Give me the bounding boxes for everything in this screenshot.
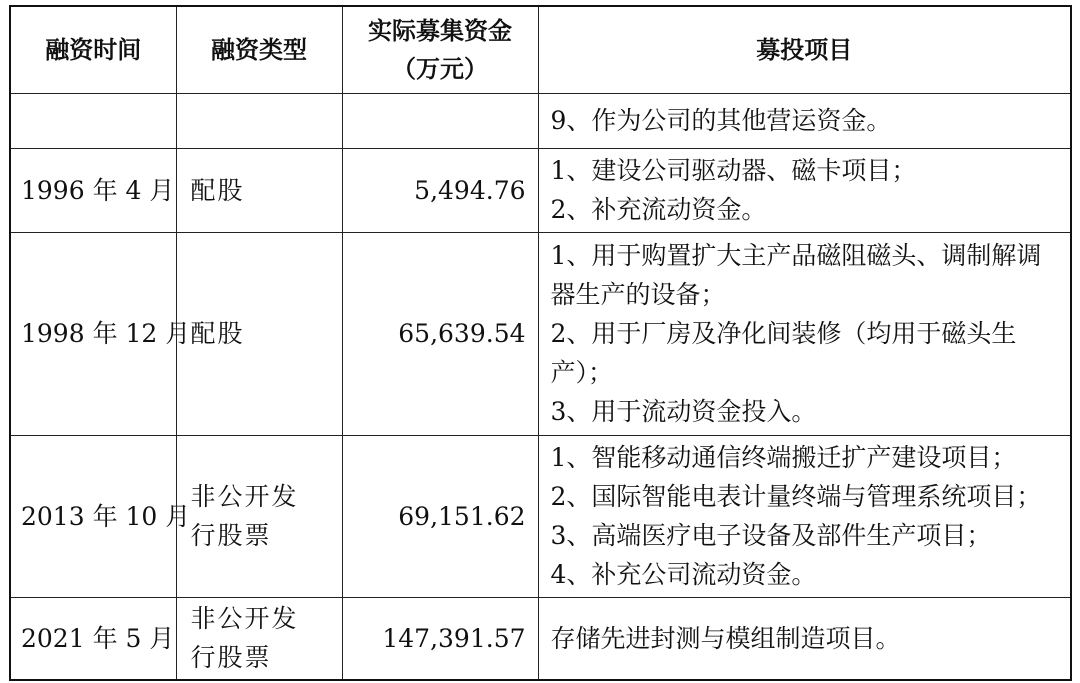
type-line: 非公开发 [190, 482, 299, 511]
amount-cell [342, 93, 538, 148]
amount-cell: 69,151.62 [342, 435, 538, 597]
date-cell: 2021 年 5 月 [10, 597, 176, 680]
type-cell [176, 435, 342, 597]
date-cell: 1998 年 12 月 [10, 232, 176, 435]
type-cell [176, 232, 342, 435]
amount-cell: 147,391.57 [342, 597, 538, 680]
header-type: 融资类型 [176, 6, 342, 93]
amount-cell: 65,639.54 [342, 232, 538, 435]
project-line: 4、补充公司流动资金。 [550, 560, 817, 589]
type-cell [176, 597, 342, 680]
header-amount-line1: 实际募集资金 [368, 16, 512, 45]
type-line: 行股票 [190, 521, 272, 550]
amount-cell: 5,494.76 [342, 148, 538, 232]
project-line: 存储先进封测与模组制造项目。 [550, 623, 901, 653]
projects-cell [538, 232, 1071, 435]
project-line: 3、用于流动资金投入。 [550, 397, 817, 426]
date-cell: 2013 年 10 月 [10, 435, 176, 597]
header-amount [342, 6, 538, 93]
projects-cell [538, 435, 1071, 597]
header-date: 融资时间 [10, 6, 176, 93]
type-cell [176, 93, 342, 148]
type-line: 配股 [190, 175, 245, 205]
type-line: 行股票 [190, 643, 272, 673]
table-row [10, 148, 1071, 232]
financing-table [9, 5, 1072, 681]
projects-cell [538, 93, 1071, 148]
project-line: 1、智能移动通信终端搬迁扩产建设项目； [550, 443, 1017, 472]
date-cell [10, 93, 176, 148]
header-amount-line2: （万元） [392, 54, 488, 83]
date-cell: 1996 年 4 月 [10, 148, 176, 232]
table-row [10, 435, 1071, 597]
table-row [10, 597, 1071, 680]
type-cell [176, 148, 342, 232]
type-line: 配股 [190, 319, 245, 348]
header-projects: 募投项目 [538, 6, 1071, 93]
project-line: 2、补充流动资金。 [550, 195, 767, 224]
projects-cell [538, 597, 1071, 680]
table-row [10, 232, 1071, 435]
table-row [10, 93, 1071, 148]
project-line: 9、作为公司的其他营运资金。 [550, 106, 892, 135]
project-line: 1、建设公司驱动器、磁卡项目； [550, 156, 917, 185]
project-line: 2、国际智能电表计量终端与管理系统项目； [550, 482, 1042, 511]
projects-cell [538, 148, 1071, 232]
project-line: 3、高端医疗电子设备及部件生产项目； [550, 521, 992, 550]
project-line: 2、用于厂房及净化间装修（均用于磁头生产）； [550, 319, 1017, 387]
type-line: 非公开发 [190, 604, 299, 634]
header-row [10, 6, 1071, 93]
project-line: 1、用于购置扩大主产品磁阻磁头、调制解调器生产的设备； [550, 241, 1042, 309]
